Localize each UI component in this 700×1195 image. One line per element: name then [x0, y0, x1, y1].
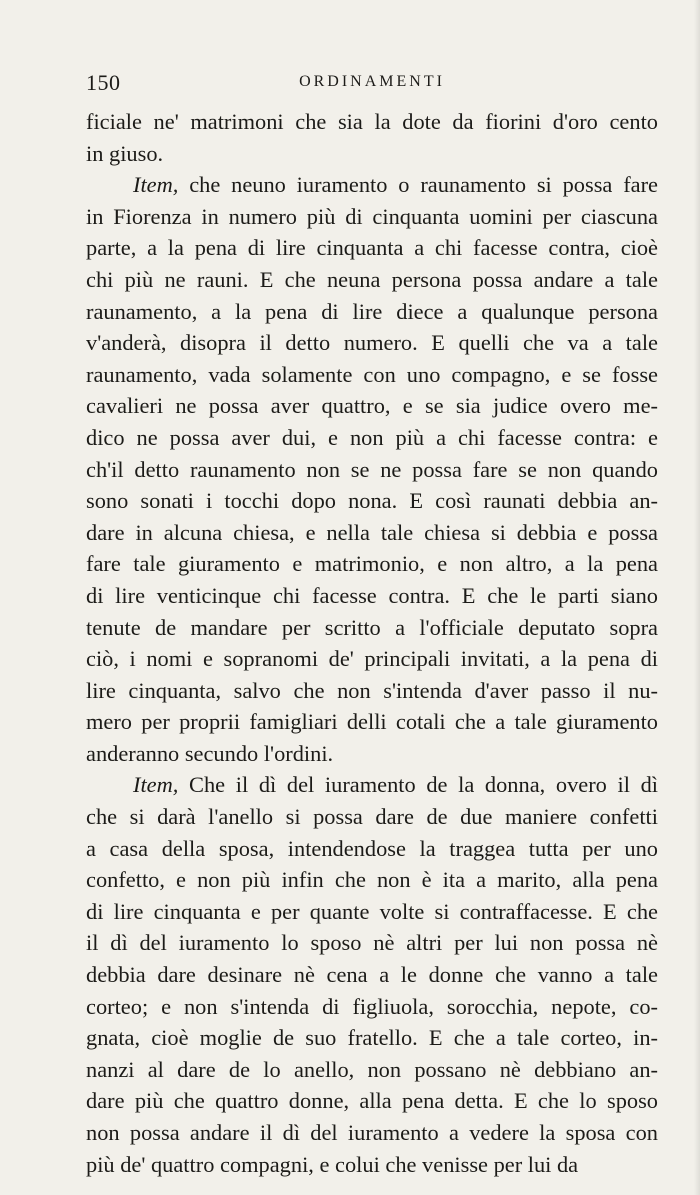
text-line [86, 1054, 658, 1086]
line-text: nanzi al dare de lo anello, non possano nè debbiano an- [86, 1056, 658, 1082]
running-head: ORDINAMENTI [299, 73, 445, 90]
line-text: il dì del iuramento lo sposo nè altri per lui non possa nè [86, 930, 658, 956]
page-number: 150 [86, 70, 121, 95]
line-text: cavalieri ne possa aver quattro, e se sia judice overo me- [86, 393, 658, 419]
line-text: lire cinquanta, salvo che non s'intenda d'aver passo il nu- [86, 677, 658, 703]
text-line [86, 1117, 658, 1149]
text-line [86, 422, 658, 454]
line-text: ch'il detto raunamento non se ne possa fare se non quando [86, 456, 658, 482]
line-text: non possa andare il dì del iuramento a vedere la sposa con [86, 1120, 658, 1145]
line-text: mero per proprii famigliari delli cotali che a tale giuramento [86, 709, 658, 735]
line-text: che neuno iuramento o raunamento si possa fare [178, 172, 658, 198]
line-text: ciò, i nomi e sopranomi de' principali invitati, a la pena di [86, 646, 658, 672]
line-text: v'anderà, disopra il detto numero. E quelli che va a tale [86, 330, 658, 356]
item-heading: Item, [133, 772, 179, 798]
text-line [86, 485, 658, 517]
line-text: in giuso. [86, 140, 164, 166]
page-header [86, 70, 658, 100]
line-text: confetto, e non più infin che non è ita a marito, alla pena [86, 867, 658, 893]
line-text: più de' quattro compagni, e colui che venisse per lui da [86, 1151, 579, 1177]
line-text: gnata, cioè moglie de suo fratello. E che a tale corteo, in- [86, 1025, 658, 1051]
body-text [86, 106, 658, 1180]
text-line [86, 864, 658, 896]
text-line [86, 390, 658, 422]
text-line [86, 833, 658, 865]
line-text: sono sonati i tocchi dopo nona. E così raunati debbia an- [86, 488, 658, 514]
text-line [86, 706, 658, 738]
line-text: raunamento, a la pena di lire diece a qualunque persona [86, 298, 658, 324]
line-text: a casa della sposa, intendendose la traggea tutta per uno [86, 835, 658, 861]
line-text: debbia dare desinare nè cena a le donne che vanno a tale [86, 962, 658, 988]
text-line [86, 359, 658, 391]
text-line [86, 769, 658, 801]
text-line [86, 1149, 658, 1181]
text-line [86, 264, 658, 296]
text-line [86, 296, 658, 328]
text-line [86, 959, 658, 991]
item-heading: Item, [133, 172, 179, 198]
text-line [86, 106, 658, 138]
text-line [86, 896, 658, 928]
line-text: in Fiorenza in numero più di cinquanta uomini per ciascuna [86, 203, 658, 229]
line-text: di lire venticinque chi facesse contra. E che le parti siano [86, 582, 658, 608]
line-text: di lire cinquanta e per quante volte si contraffacesse. E che [86, 898, 658, 924]
text-line [86, 991, 658, 1023]
text-line [86, 580, 658, 612]
line-text: dare più che quattro donne, alla pena detta. E che lo sposo [86, 1088, 658, 1114]
text-line [86, 1085, 658, 1117]
text-line [86, 454, 658, 486]
text-line [86, 517, 658, 549]
text-line [86, 1022, 658, 1054]
line-text: parte, a la pena di lire cinquanta a chi facesse contra, cioè [86, 235, 658, 261]
line-text: raunamento, vada solamente con uno compagno, e se fosse [86, 361, 658, 387]
text-line [86, 612, 658, 644]
line-text: chi più ne rauni. E che neuna persona possa andare a tale [86, 266, 658, 292]
text-line [86, 327, 658, 359]
text-line [86, 675, 658, 707]
line-text: corteo; e non s'intenda di figliuola, sorocchia, nepote, co- [86, 993, 658, 1019]
line-text: dico ne possa aver dui, e non più a chi facesse contra: e [86, 424, 658, 450]
page-edge-shadow [694, 0, 700, 1195]
text-line [86, 643, 658, 675]
text-line [86, 169, 658, 201]
line-text: dare in alcuna chiesa, e nella tale chiesa si debbia e possa [86, 519, 658, 545]
line-text: che si darà l'anello si possa dare de due maniere confetti [86, 804, 658, 830]
text-line [86, 138, 658, 170]
text-line [86, 232, 658, 264]
text-line [86, 801, 658, 833]
text-line [86, 201, 658, 233]
text-line [86, 927, 658, 959]
line-text: anderanno secundo l'ordini. [86, 740, 334, 766]
line-text: tenute de mandare per scritto a l'officiale deputato sopra [86, 614, 658, 640]
text-line [86, 548, 658, 580]
line-text: fare tale giuramento e matrimonio, e non altro, a la pena [86, 551, 658, 577]
text-line [86, 738, 658, 770]
line-text: Che il dì del iuramento de la donna, overo il dì [178, 772, 658, 798]
line-text: ficiale ne' matrimoni che sia la dote da fiorini d'oro cento [86, 109, 658, 134]
